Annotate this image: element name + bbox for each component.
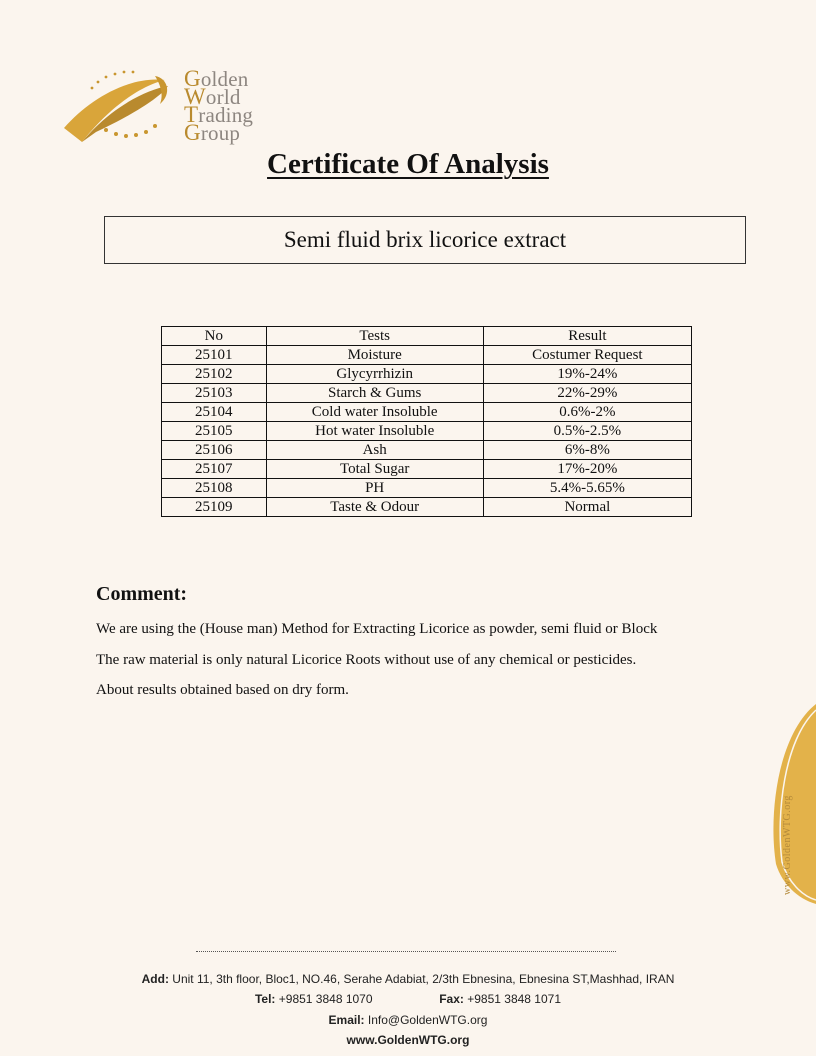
- cell-result: 19%-24%: [483, 365, 691, 384]
- cell-test: Ash: [266, 441, 483, 460]
- table-row: [162, 479, 692, 498]
- cell-no: 25109: [162, 498, 267, 517]
- cell-no: 25107: [162, 460, 267, 479]
- cell-result: Costumer Request: [483, 346, 691, 365]
- fax-label: Fax:: [439, 992, 464, 1006]
- table-row: [162, 365, 692, 384]
- company-logo: [60, 68, 280, 153]
- page-title: Certificate Of Analysis: [267, 148, 549, 180]
- table-row: [162, 403, 692, 422]
- cell-result: 6%-8%: [483, 441, 691, 460]
- footer-address: [0, 972, 816, 986]
- cell-test: Cold water Insoluble: [266, 403, 483, 422]
- address-label: Add:: [141, 972, 169, 986]
- cell-test: Taste & Odour: [266, 498, 483, 517]
- side-website-text: www.GoldenWTG.org: [782, 795, 793, 895]
- cell-no: 25106: [162, 441, 267, 460]
- header-result: Result: [483, 327, 691, 346]
- cell-test: Starch & Gums: [266, 384, 483, 403]
- tel-value: +9851 3848 1070: [275, 992, 373, 1006]
- cell-no: 25103: [162, 384, 267, 403]
- table-row: [162, 441, 692, 460]
- logo-wordmark: Golden World Trading Group: [184, 66, 254, 145]
- cell-test: PH: [266, 479, 483, 498]
- cell-test: Glycyrrhizin: [266, 365, 483, 384]
- comment-line-3: About results obtained based on dry form.: [96, 682, 349, 698]
- cell-result: Normal: [483, 498, 691, 517]
- cell-result: 22%-29%: [483, 384, 691, 403]
- address-value: Unit 11, 3th floor, Bloc1, NO.46, Serahe Adabiat, 2/3th Ebnesina, Ebnesina ST,Mashhad, IRAN: [168, 972, 675, 986]
- fax-value: +9851 3848 1071: [463, 992, 562, 1006]
- table-row: [162, 498, 692, 517]
- cell-test: Hot water Insoluble: [266, 422, 483, 441]
- email-label: Email:: [328, 1013, 365, 1027]
- table-row: [162, 422, 692, 441]
- table-header-row: [162, 327, 692, 346]
- cell-test: Total Sugar: [266, 460, 483, 479]
- analysis-table: [161, 326, 692, 517]
- product-name-box: [104, 216, 746, 264]
- cell-no: 25101: [162, 346, 267, 365]
- header-tests: Tests: [266, 327, 483, 346]
- table-row: [162, 384, 692, 403]
- email-value: Info@GoldenWTG.org: [364, 1013, 488, 1027]
- product-name: Semi fluid brix licorice extract: [283, 227, 567, 252]
- table-row: [162, 346, 692, 365]
- cell-result: 17%-20%: [483, 460, 691, 479]
- cell-result: 0.5%-2.5%: [483, 422, 691, 441]
- cell-result: 5.4%-5.65%: [483, 479, 691, 498]
- footer-phone: [0, 992, 816, 1006]
- comment-line-1: We are using the (House man) Method for Extracting Licorice as powder, semi fluid or Block: [96, 621, 658, 637]
- tel-label: Tel:: [254, 992, 276, 1006]
- footer-divider: [196, 951, 616, 952]
- comment-line-2: The raw material is only natural Licorice Roots without use of any chemical or pesticides.: [96, 652, 637, 668]
- cell-result: 0.6%-2%: [483, 403, 691, 422]
- footer-email: [0, 1013, 816, 1027]
- cell-no: 25102: [162, 365, 267, 384]
- header-no: No: [162, 327, 267, 346]
- cell-test: Moisture: [266, 346, 483, 365]
- comment-heading: Comment:: [96, 583, 188, 605]
- cell-no: 25105: [162, 422, 267, 441]
- cell-no: 25108: [162, 479, 267, 498]
- table-row: [162, 460, 692, 479]
- footer-website: www.GoldenWTG.org: [346, 1033, 470, 1047]
- logo-swoosh-icon: [60, 68, 180, 153]
- cell-no: 25104: [162, 403, 267, 422]
